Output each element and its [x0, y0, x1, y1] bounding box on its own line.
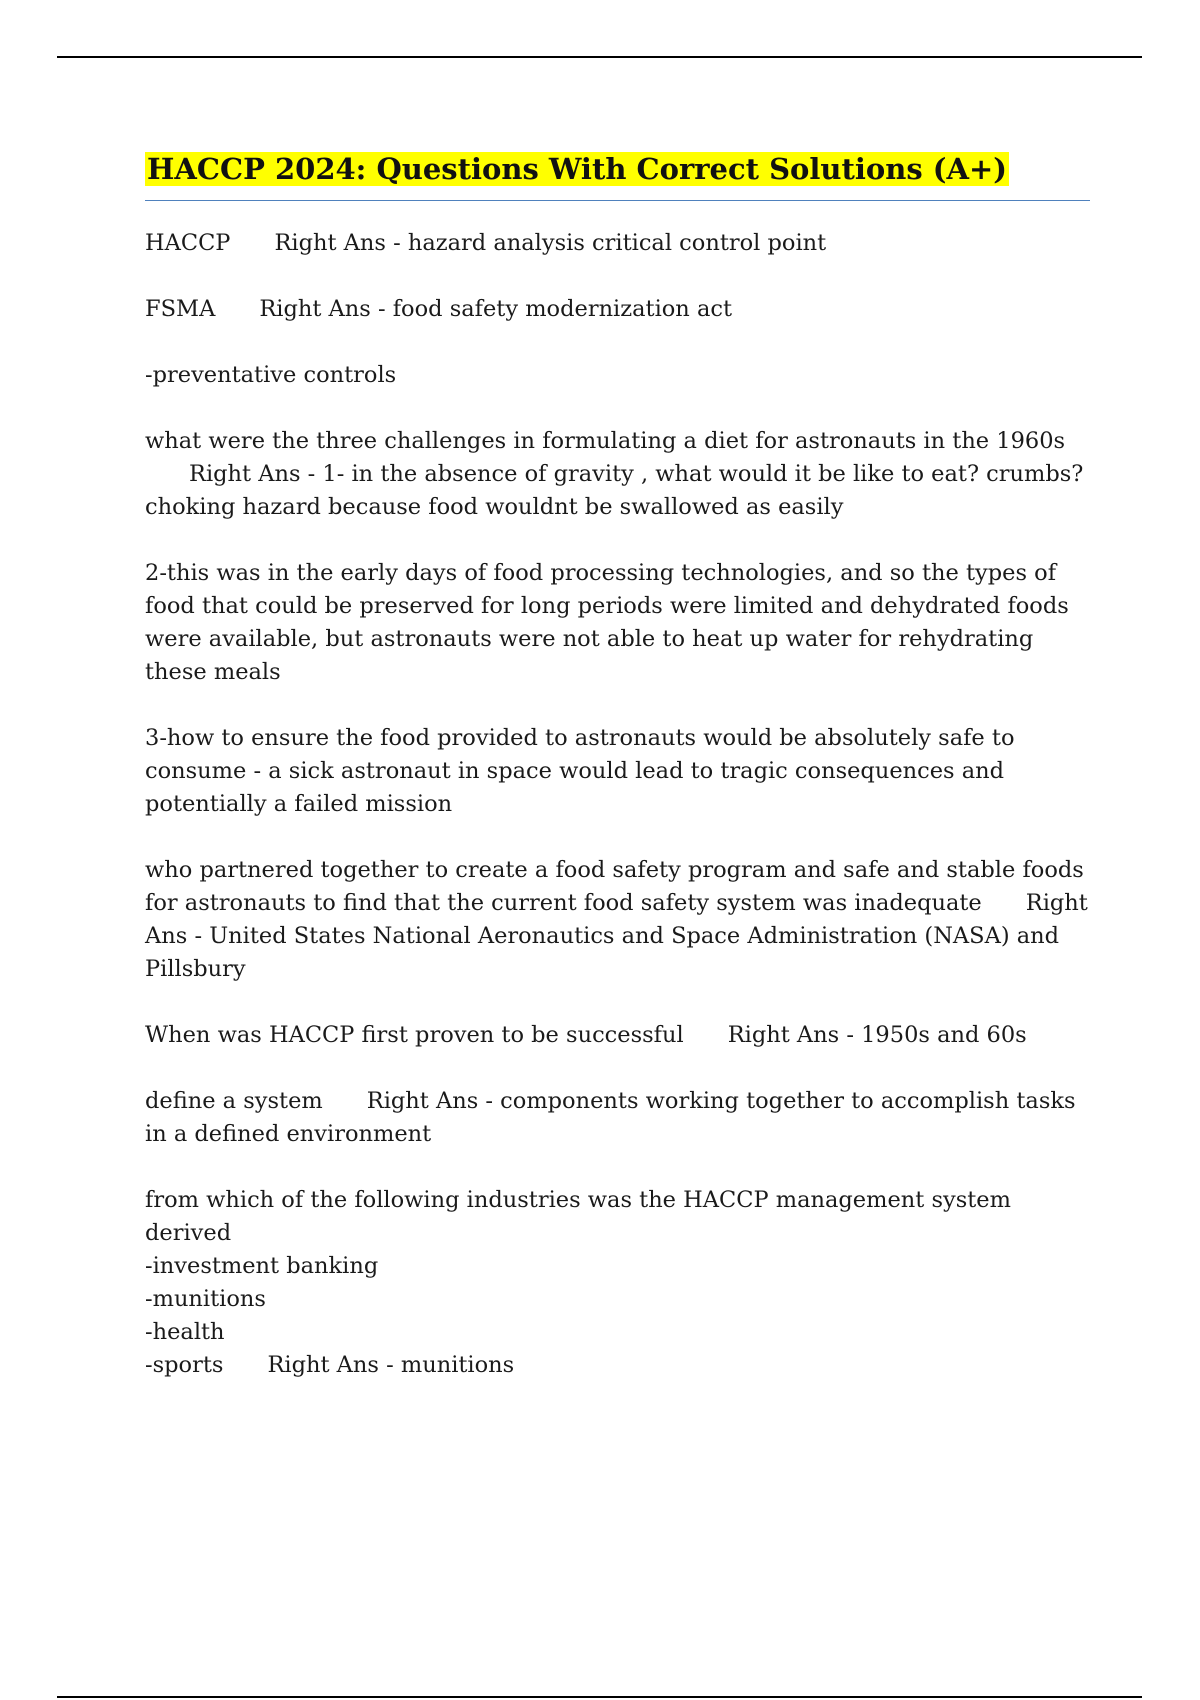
question-text: who partnered together to create a food safety program and safe and stable foods for astronauts to find that the current food safety system was inadequate: [145, 857, 1091, 916]
paragraph-text: -preventative controls: [145, 362, 397, 388]
answer-text: Right Ans - United States National Aeronautics and Space Administration (NASA) and Pillsbury: [145, 890, 1095, 982]
document-title: HACCP 2024: Questions With Correct Solutions (A+): [147, 152, 1007, 186]
qa-entry: [145, 425, 1090, 524]
qa-entry: [145, 227, 1090, 260]
title-block: [145, 146, 1090, 201]
answer-text: Right Ans - 1950s and 60s: [727, 1022, 1027, 1048]
option-text: -munitions: [145, 1286, 266, 1312]
answer-text: Right Ans - food safety modernization act: [259, 296, 733, 322]
question-text: When was HACCP first proven to be successful: [145, 1022, 684, 1048]
text-entry: [145, 557, 1090, 689]
answer-text: Right Ans - munitions: [267, 1352, 515, 1378]
option-text: -sports: [145, 1352, 224, 1378]
paragraph-text: 2-this was in the early days of food processing technologies, and so the types of food that could be preserved for long periods were limited and dehydrated foods were available, but astronauts were not able to heat up water for rehydrating these meals: [145, 560, 1076, 685]
footer-rule: [57, 1696, 1142, 1698]
qa-entry: [145, 854, 1095, 986]
paragraph-text: 3-how to ensure the food provided to astronauts would be absolutely safe to consume - a sick astronaut in space would lead to tragic consequences and potentially a failed mission: [145, 725, 1022, 817]
qa-entry: [145, 1184, 1090, 1382]
question-text: define a system: [145, 1088, 323, 1114]
option-text: -health: [145, 1319, 225, 1345]
text-entry: [145, 359, 1090, 392]
question-text: from which of the following industries was the HACCP management system derived: [145, 1187, 1019, 1246]
answer-text: Right Ans - components working together to accomplish tasks in a defined environment: [145, 1088, 1083, 1147]
option-text: -investment banking: [145, 1253, 379, 1279]
question-text: FSMA: [145, 296, 216, 322]
qa-entry: [145, 1085, 1090, 1151]
answer-text: Right Ans - hazard analysis critical control point: [274, 230, 827, 256]
qa-entry: [145, 293, 1090, 326]
text-entry: [145, 722, 1090, 821]
header-rule: [57, 56, 1142, 58]
document-body: [145, 146, 1095, 1415]
answer-text: Right Ans - 1- in the absence of gravity , what would it be like to eat? crumbs? choking hazard because food wouldnt be swallowed as easily: [145, 461, 1091, 520]
question-text: what were the three challenges in formulating a diet for astronauts in the 1960s: [145, 428, 1066, 454]
qa-entry: [145, 1019, 1090, 1052]
question-text: HACCP: [145, 230, 231, 256]
